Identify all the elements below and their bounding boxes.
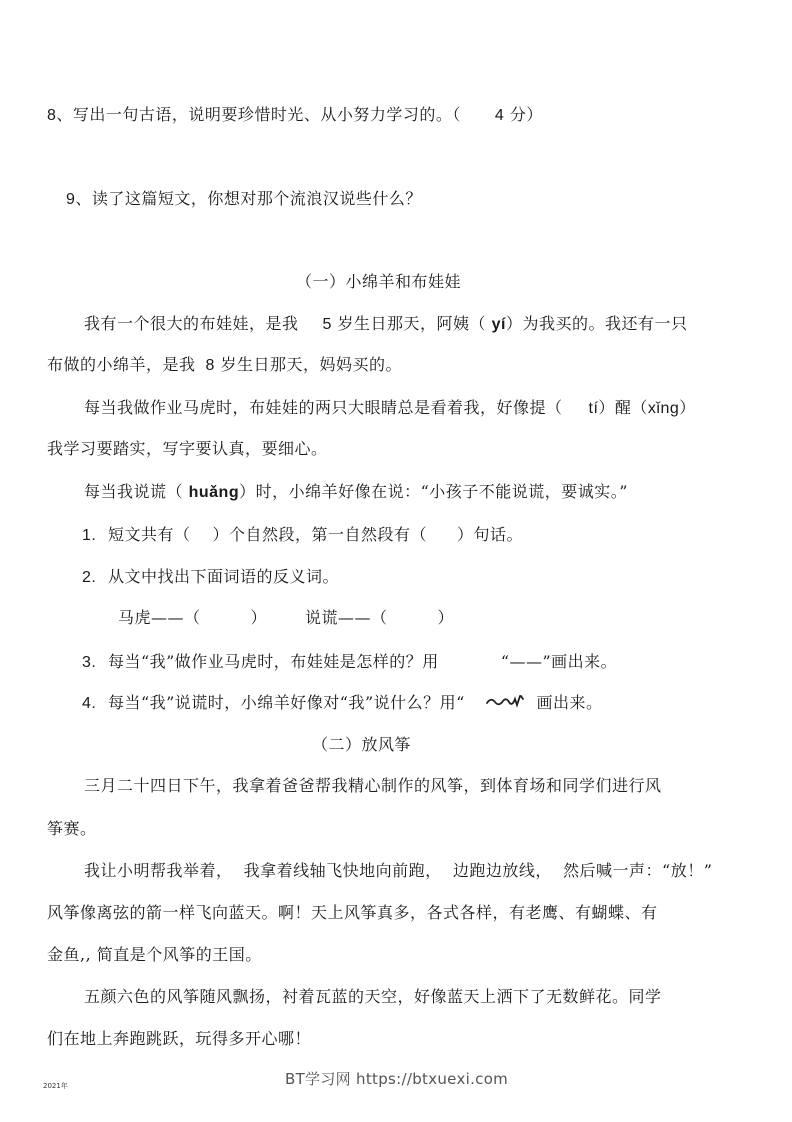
exercise-1 bbox=[82, 524, 523, 547]
passage-1-title: （一）小绵羊和布娃娃 bbox=[296, 272, 462, 291]
passage-2-title: （二）放风筝 bbox=[312, 735, 412, 754]
exercise-number: 1. bbox=[82, 527, 97, 544]
passage-1-paragraph-1-line-1 bbox=[84, 313, 687, 336]
text: ） bbox=[679, 398, 696, 417]
question-9 bbox=[66, 188, 422, 211]
text: ）句话。 bbox=[456, 525, 523, 544]
wavy-line-icon bbox=[485, 693, 531, 715]
text: 岁生日那天，阿姨（ bbox=[337, 314, 487, 333]
text: ） bbox=[250, 608, 268, 627]
text: 画出来。 bbox=[536, 693, 603, 712]
pinyin: huǎng bbox=[188, 484, 240, 501]
text: ）时，小绵羊好像在说：“小孩子不能说谎，要诚实。” bbox=[239, 482, 628, 501]
question-text: 、读了这篇短文，你想对那个流浪汉说些什么？ bbox=[75, 189, 422, 208]
antonym-row bbox=[118, 607, 454, 629]
antonym-prompt: 说谎——（ bbox=[305, 608, 388, 627]
score-number: 4 bbox=[494, 107, 505, 124]
footer-watermark: BT学习网 https://btxuexi.com bbox=[285, 1070, 509, 1088]
passage-2-paragraph-1-line-2: 筝赛。 bbox=[47, 819, 97, 838]
pinyin: xǐng bbox=[647, 400, 680, 417]
text: 布做的小绵羊，是我 bbox=[47, 355, 196, 374]
pinyin: tí bbox=[588, 400, 599, 417]
passage-2-paragraph-2-line-3: 金鱼,, 简直是个风筝的王国。 bbox=[47, 945, 262, 964]
text: ） bbox=[437, 608, 455, 627]
passage-1-paragraph-3 bbox=[84, 481, 628, 504]
text: 从文中找出下面词语的反义词。 bbox=[107, 567, 339, 586]
exercise-3 bbox=[82, 651, 617, 674]
text: 每当我说谎（ bbox=[84, 482, 184, 501]
question-8 bbox=[47, 104, 543, 127]
exercise-2 bbox=[82, 566, 339, 589]
age-number: 5 bbox=[322, 316, 332, 333]
score-suffix: 分） bbox=[509, 105, 543, 124]
question-number: 9 bbox=[66, 191, 76, 208]
text: ）为我买的。我还有一只 bbox=[505, 314, 688, 333]
passage-1-paragraph-2-line-1 bbox=[84, 397, 696, 420]
text: 岁生日那天，妈妈买的。 bbox=[220, 355, 403, 374]
passage-2-paragraph-2-line-2: 风筝像离弦的箭一样飞向蓝天。啊！天上风筝真多，各式各样，有老鹰、有蝴蝶、有 bbox=[47, 903, 658, 922]
passage-2-paragraph-3-line-2: 们在地上奔跑跳跃，玩得多开心哪！ bbox=[47, 1029, 312, 1048]
passage-2-paragraph-3-line-1: 五颜六色的风筝随风飘扬，衬着瓦蓝的天空，好像蓝天上洒下了无数鲜花。同学 bbox=[84, 987, 662, 1006]
passage-2-paragraph-2-line-1: 我让小明帮我举着， 我拿着线轴飞快地向前跑， 边跑边放线， 然后喊一声：“放！” bbox=[84, 861, 713, 880]
passage-1-paragraph-2-line-2: 我学习要踏实，写字要认真，要细心。 bbox=[47, 439, 328, 458]
exercise-4 bbox=[82, 692, 602, 715]
question-text: 、写出一句古语，说明要珍惜时光、从小努力学习的。（ bbox=[56, 105, 461, 124]
text: 我有一个很大的布娃娃，是我 bbox=[84, 314, 299, 333]
text: 每当“我”说谎时，小绵羊好像对“我”说什么？用“ bbox=[107, 693, 465, 712]
passage-2-paragraph-1-line-1: 三月二十四日下午，我拿着爸爸帮我精心制作的风筝，到体育场和同学们进行风 bbox=[84, 776, 662, 795]
text: ）个自然段，第一自然段有（ bbox=[212, 525, 427, 544]
antonym-prompt: 马虎——（ bbox=[118, 608, 201, 627]
exercise-number: 3. bbox=[82, 654, 97, 671]
footer-year: 2021年 bbox=[43, 1082, 68, 1090]
exercise-number: 2. bbox=[82, 569, 97, 586]
text: ）醒（ bbox=[598, 398, 648, 417]
text: 每当“我”做作业马虎时，布娃娃是怎样的？用 bbox=[107, 652, 439, 671]
exercise-number: 4. bbox=[82, 695, 97, 712]
text: 每当我做作业马虎时，布娃娃的两只大眼睛总是看着我，好像提（ bbox=[84, 398, 563, 417]
underline-mark: “——”画出来。 bbox=[500, 652, 618, 671]
pinyin: yí bbox=[491, 316, 506, 333]
question-number: 8 bbox=[47, 107, 57, 124]
passage-1-paragraph-1-line-2 bbox=[47, 354, 402, 377]
age-number: 8 bbox=[205, 357, 215, 374]
text: 短文共有（ bbox=[107, 525, 191, 544]
